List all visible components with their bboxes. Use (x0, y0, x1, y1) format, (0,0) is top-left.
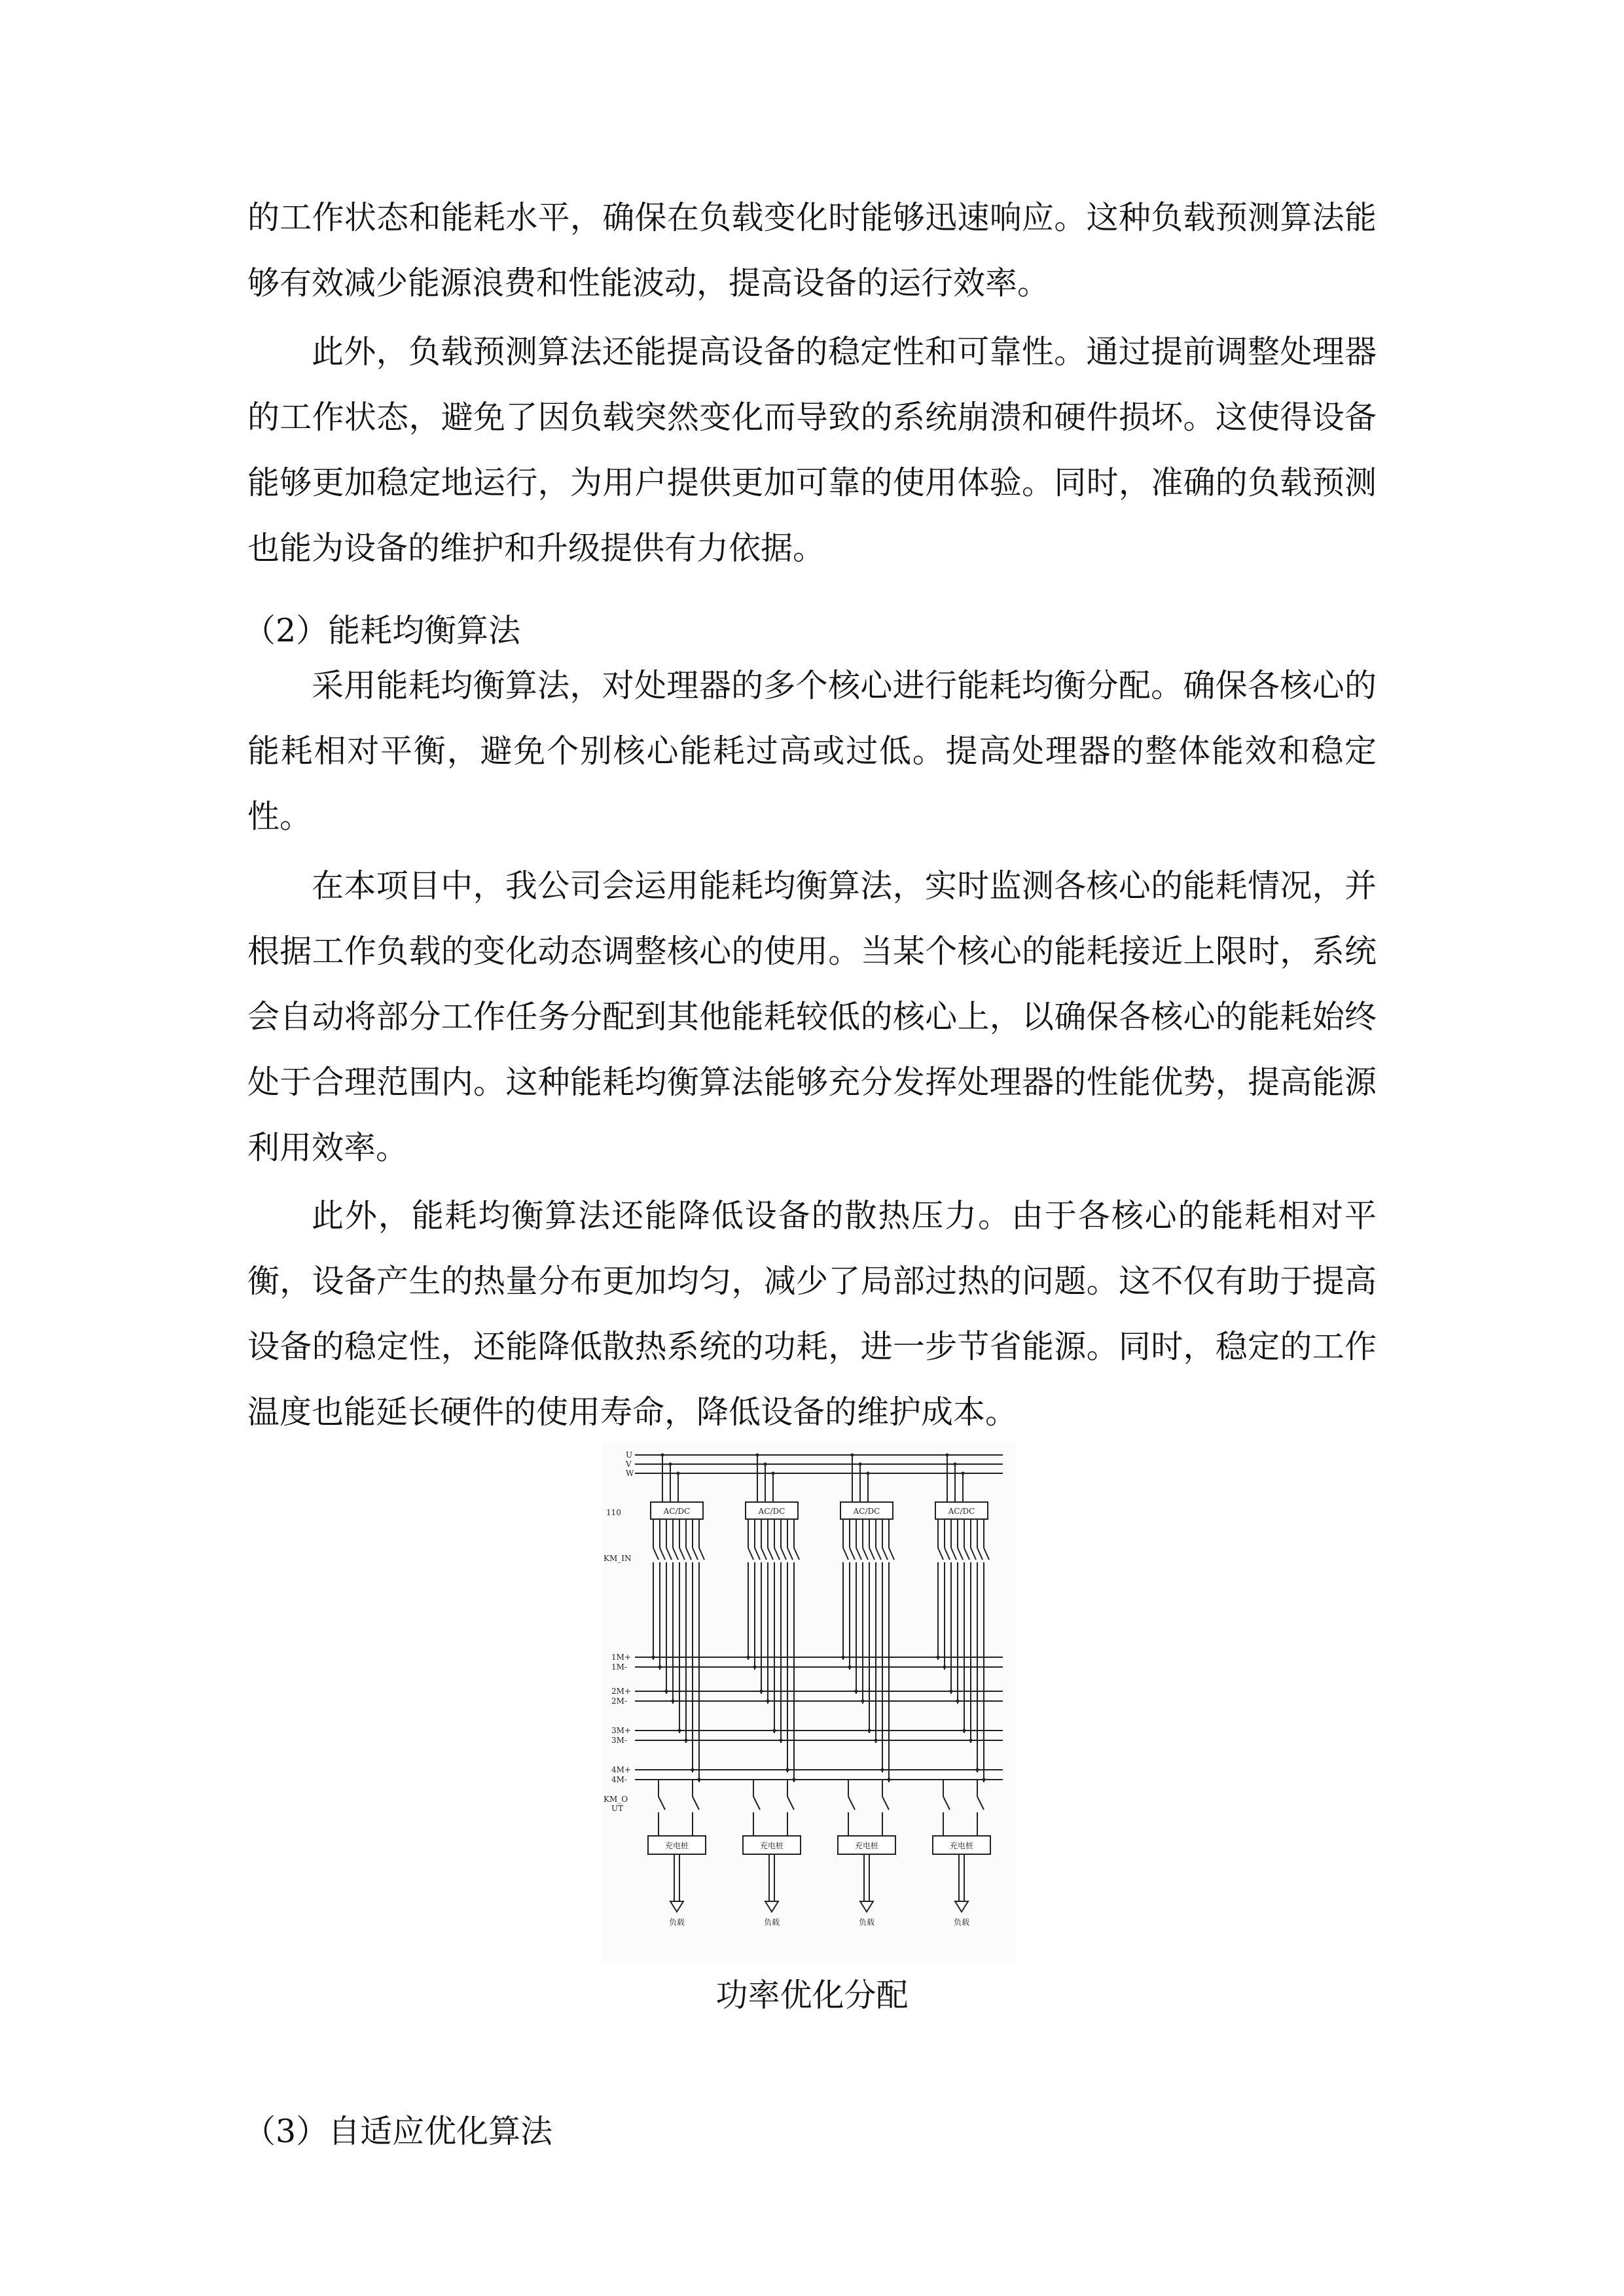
bus-node-2-2 (753, 1666, 757, 1669)
bus-node-2-8 (793, 1778, 796, 1782)
bus-node-3-8 (888, 1778, 891, 1782)
phase-node-2-1 (756, 1454, 759, 1457)
bus-node-1-2 (659, 1666, 662, 1669)
bus-label-1m-minus: 1M- (611, 1662, 627, 1672)
acdc-label-3: AC/DC (853, 1507, 880, 1516)
bus-label-3m-plus: 3M+ (611, 1726, 631, 1735)
bus-node-1-7 (691, 1768, 695, 1772)
bus-node-2-5 (773, 1729, 776, 1732)
bus-label-2m-plus: 2M+ (611, 1687, 631, 1696)
km-in-label: KM_IN (604, 1554, 632, 1563)
bus-node-3-3 (855, 1690, 858, 1693)
phase-node-1-2 (669, 1463, 672, 1466)
bus-node-4-5 (963, 1729, 966, 1732)
bus-label-1m-plus: 1M+ (611, 1653, 631, 1662)
phase-node-4-3 (962, 1472, 965, 1475)
bus-node-3-7 (881, 1768, 884, 1772)
bus-node-4-2 (943, 1666, 947, 1669)
bus-node-1-8 (698, 1778, 701, 1782)
bus-node-3-5 (868, 1729, 871, 1732)
bus-node-2-1 (747, 1656, 750, 1659)
charger-label-4: 充电桩 (949, 1841, 974, 1850)
phase-label-u: U (626, 1450, 633, 1460)
load-label-3: 负载 (858, 1918, 875, 1927)
figure-caption: 功率优化分配 (715, 1977, 909, 2014)
paragraph-4: 在本项目中，我公司会运用能耗均衡算法，实时监测各核心的能耗情况，并根据工作负载的变化动态调整核心的使用。当某个核心的能耗接近上限时，系统会自动将部分工作任务分配到其他能耗较低的核心上，以确保各核心的能耗始终处于合理范围内。这种能耗均衡算法能够充分发挥处理器的性能优势，提高能源利用效率。 (247, 867, 1377, 1166)
circuit-diagram-svg (602, 1443, 1016, 1964)
bus-node-3-1 (842, 1656, 845, 1659)
bus-node-2-7 (786, 1768, 789, 1772)
acdc-label-2: AC/DC (758, 1507, 785, 1516)
bus-label-3m-minus: 3M- (611, 1736, 627, 1745)
phase-node-1-1 (661, 1454, 664, 1457)
phase-node-3-3 (867, 1472, 870, 1475)
phase-node-1-3 (677, 1472, 680, 1475)
bus-node-4-8 (983, 1778, 986, 1782)
phase-node-4-1 (946, 1454, 949, 1457)
charger-label-1: 充电桩 (664, 1841, 689, 1850)
phase-label-v: V (626, 1460, 632, 1469)
bus-node-4-4 (956, 1700, 960, 1703)
charger-label-2: 充电桩 (759, 1841, 784, 1850)
km-out-label-1: KM_O (604, 1795, 628, 1804)
bus-node-2-3 (760, 1690, 763, 1693)
bus-node-4-3 (950, 1690, 953, 1693)
phase-node-3-1 (851, 1454, 854, 1457)
km-out-label-2: UT (611, 1804, 624, 1813)
bus-node-1-1 (652, 1656, 655, 1659)
load-label-1: 负载 (668, 1918, 685, 1927)
acdc-label-4: AC/DC (948, 1507, 975, 1516)
phase-node-2-3 (772, 1472, 775, 1475)
bus-label-4m-plus: 4M+ (611, 1765, 631, 1774)
phase-node-2-2 (764, 1463, 767, 1466)
bus-node-1-4 (672, 1700, 675, 1703)
paragraph-2: 此外，负载预测算法还能提高设备的稳定性和可靠性。通过提前调整处理器的工作状态，避免了因负载突然变化而导致的系统崩溃和硬件损坏。这使得设备能够更加稳定地运行，为用户提供更加可靠的使用体验。同时，准确的负载预测也能为设备的维护和升级提供有力依据。 (247, 333, 1377, 567)
load-label-4: 负载 (953, 1918, 970, 1927)
power-distribution-diagram (602, 1443, 1016, 1964)
input-label: 110 (606, 1508, 621, 1517)
bus-node-2-4 (767, 1700, 770, 1703)
bus-node-1-6 (685, 1739, 688, 1742)
load-label-2: 负载 (763, 1918, 780, 1927)
paragraph-1: 的工作状态和能耗水平，确保在负载变化时能够迅速响应。这种负载预测算法能够有效减少能源浪费和性能波动，提高设备的运行效率。 (247, 199, 1377, 302)
section-heading-2: （2）能耗均衡算法 (244, 612, 521, 649)
bus-node-3-2 (848, 1666, 852, 1669)
diagram-background (602, 1443, 1016, 1964)
charger-label-3: 充电桩 (854, 1841, 879, 1850)
bus-node-4-7 (976, 1768, 979, 1772)
bus-node-4-6 (969, 1739, 973, 1742)
bus-label-4m-minus: 4M- (611, 1775, 627, 1784)
paragraph-5: 此外，能耗均衡算法还能降低设备的散热压力。由于各核心的能耗相对平衡，设备产生的热量分布更加均匀，减少了局部过热的问题。这不仅有助于提高设备的稳定性，还能降低散热系统的功耗，进一步节省能源。同时，稳定的工作温度也能延长硬件的使用寿命，降低设备的维护成本。 (247, 1197, 1377, 1431)
bus-node-3-6 (875, 1739, 878, 1742)
bus-node-4-1 (937, 1656, 940, 1659)
paragraph-3: 采用能耗均衡算法，对处理器的多个核心进行能耗均衡分配。确保各核心的能耗相对平衡，避免个别核心能耗过高或过低。提高处理器的整体能效和稳定性。 (247, 667, 1377, 835)
phase-node-4-2 (954, 1463, 957, 1466)
bus-node-2-6 (780, 1739, 783, 1742)
acdc-label-1: AC/DC (663, 1507, 691, 1516)
section-heading-3: （3）自适应优化算法 (244, 2113, 553, 2150)
bus-label-2m-minus: 2M- (611, 1696, 627, 1706)
bus-node-1-3 (665, 1690, 668, 1693)
bus-node-1-5 (678, 1729, 681, 1732)
bus-node-3-4 (861, 1700, 865, 1703)
phase-node-3-2 (859, 1463, 862, 1466)
phase-label-w: W (626, 1469, 634, 1478)
